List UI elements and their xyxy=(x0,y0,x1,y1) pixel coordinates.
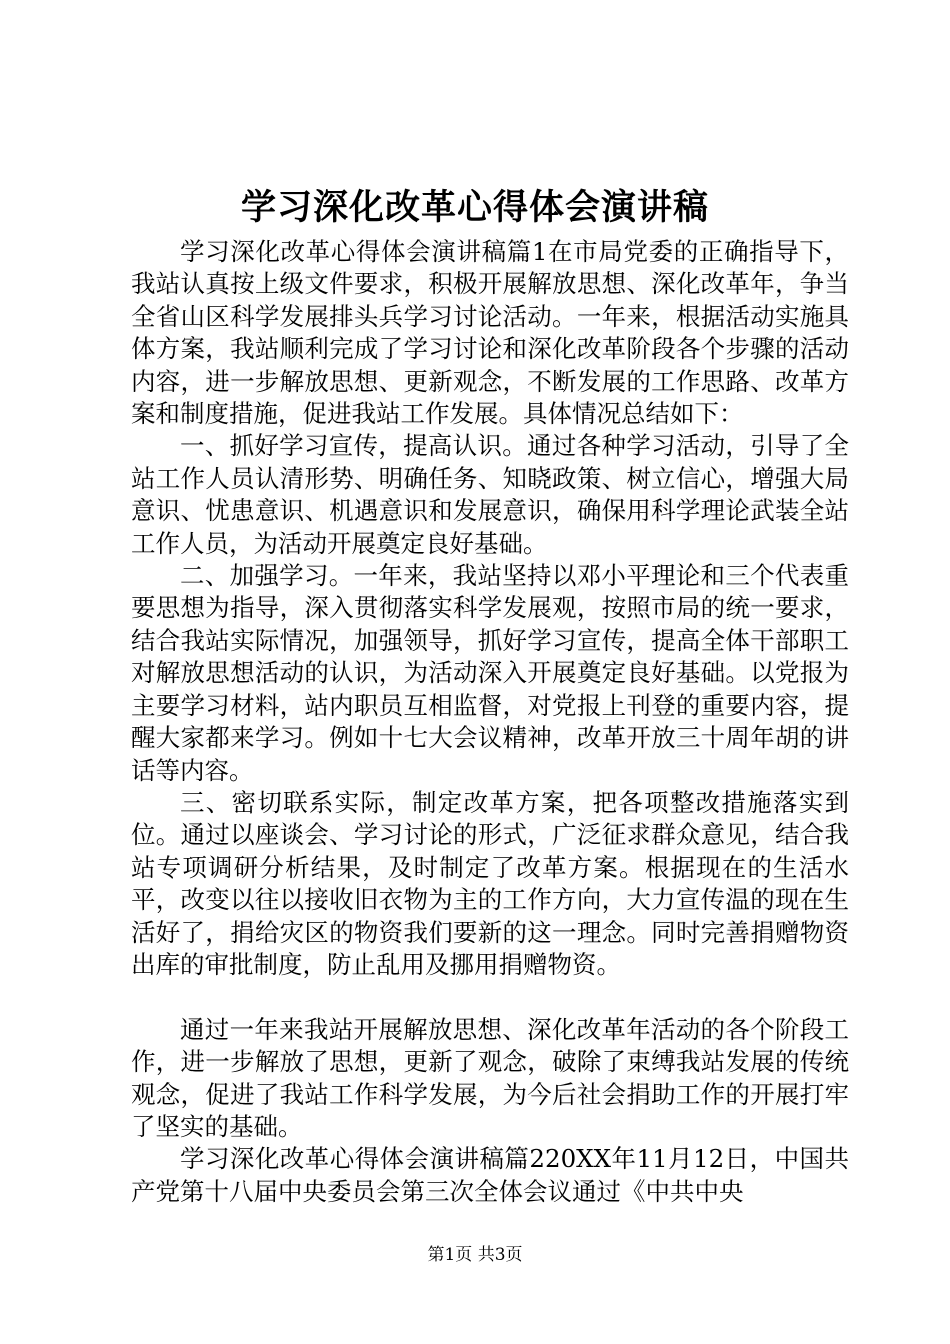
paragraph-section-3: 三、密切联系实际，制定改革方案，把各项整改措施落实到位。通过以座谈会、学习讨论的形式，广泛征求群众意见，结合我站专项调研分析结果，及时制定了改革方案。根据现在的生活水平，改变以往以接收旧衣物为主的工作方向，大力宣传温的现在生活好了，捐给灾区的物资我们要新的这一理念。同时完善捐赠物资出库的审批制度，防止乱用及挪用捐赠物资。 xyxy=(131,787,849,979)
document-title: 学习深化改革心得体会演讲稿 xyxy=(240,187,709,228)
paragraph-article-2: 学习深化改革心得体会演讲稿篇220XX年11月12日，中国共产党第十八届中央委员会第三次全体会议通过《中共中央 xyxy=(131,1144,849,1206)
paragraph-spacer xyxy=(131,981,849,1013)
paragraph-intro: 学习深化改革心得体会演讲稿篇1在市局党委的正确指导下，我站认真按上级文件要求，积极开展解放思想、深化改革年，争当全省山区科学发展排头兵学习讨论活动。一年来，根据活动实施具体方案，我站顺利完成了学习讨论和深化改革阶段各个步骤的活动内容，进一步解放思想、更新观念，不断发展的工作思路、改革方案和制度措施，促进我站工作发展。具体情况总结如下： xyxy=(131,237,849,429)
document-body xyxy=(131,236,849,1208)
page-number-footer: 第1页 共3页 xyxy=(427,1245,523,1265)
paragraph-conclusion: 通过一年来我站开展解放思想、深化改革年活动的各个阶段工作，进一步解放了思想，更新了观念，破除了束缚我站发展的传统观念，促进了我站工作科学发展，为今后社会捐助工作的开展打牢了坚实的基础。 xyxy=(131,1014,849,1141)
paragraph-section-1: 一、抓好学习宣传，提高认识。通过各种学习活动，引导了全站工作人员认清形势、明确任务、知晓政策、树立信心，增强大局意识、忧患意识、机遇意识和发展意识，确保用科学理论武装全站工作人员，为活动开展奠定良好基础。 xyxy=(131,431,849,558)
paragraph-section-2: 二、加强学习。一年来，我站坚持以邓小平理论和三个代表重要思想为指导，深入贯彻落实科学发展观，按照市局的统一要求，结合我站实际情况，加强领导，抓好学习宣传，提高全体干部职工对解放思想活动的认识，为活动深入开展奠定良好基础。以党报为主要学习材料，站内职员互相监督，对党报上刊登的重要内容，提醒大家都来学习。例如十七大会议精神，改革开放三十周年胡的讲话等内容。 xyxy=(131,561,849,785)
